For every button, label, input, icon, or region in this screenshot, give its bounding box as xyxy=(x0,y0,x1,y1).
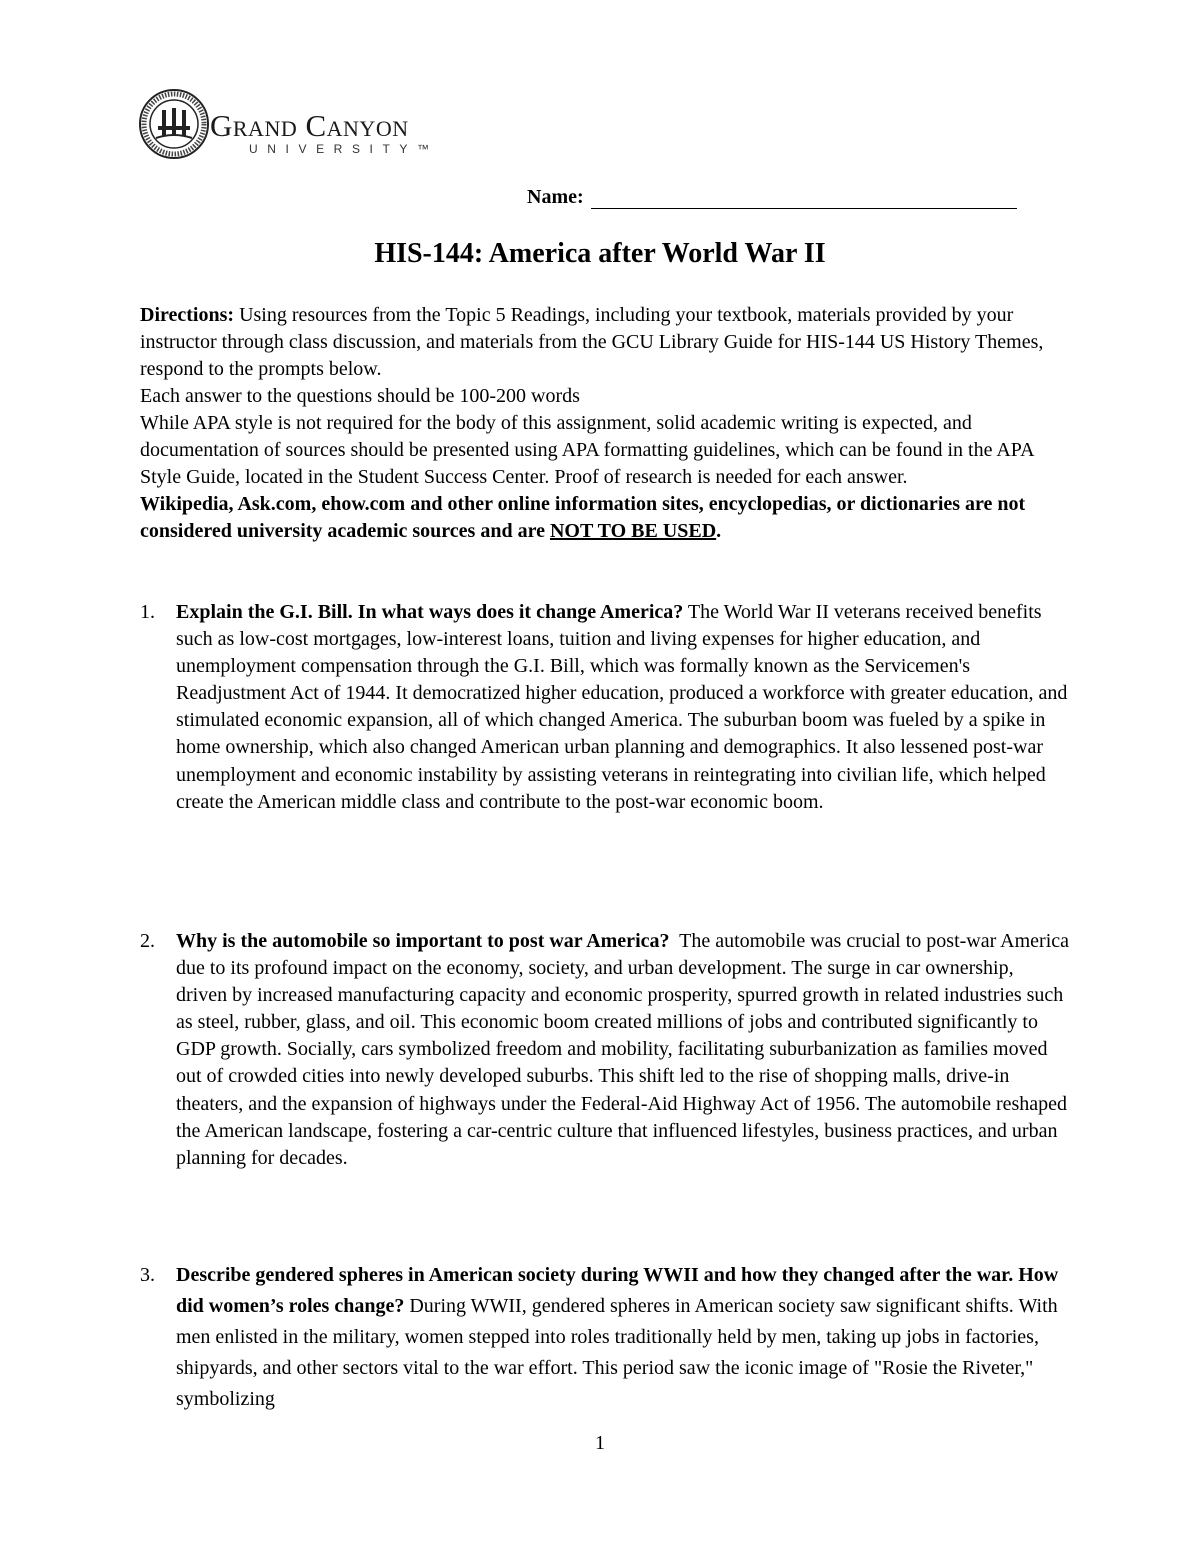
university-seal-icon xyxy=(138,88,210,160)
question-text xyxy=(176,599,1069,816)
name-field xyxy=(527,186,1017,209)
apa-note: While APA style is not required for the body of this assignment, solid academic writing is expected, and documentation of sources should be presented using APA formatting guidelines, which can be found in the APA Style Guide, located in the Student Success Center. Proof of research is needed for each answer. xyxy=(140,412,1034,488)
page-number: 1 xyxy=(595,1432,605,1454)
sources-warning-text: Wikipedia, Ask.com, ehow.com and other online information sites, encyclopedias, or dictionaries are not considered university academic sources and are xyxy=(140,493,1026,542)
sources-warning-emphasis: NOT TO BE USED xyxy=(549,520,717,542)
question-number: 1. xyxy=(140,601,155,623)
question-text xyxy=(176,928,1069,1172)
sources-warning-end: . xyxy=(716,520,722,542)
directions-text: Using resources from the Topic 5 Readings, including your textbook, materials provided by your instructor through class discussion, and materials from the GCU Library Guide for HIS-144 US History Themes, respond to the prompts below. xyxy=(140,304,1044,380)
question-number: 2. xyxy=(140,930,155,952)
name-blank-line[interactable] xyxy=(591,188,1017,209)
question-prompt: Why is the automobile so important to post war America? xyxy=(176,930,670,952)
logo-wordmark: Grand Canyon xyxy=(210,108,409,143)
question-prompt: Describe gendered spheres in American society during WWII and how they changed after the war. How did women’s roles change? xyxy=(176,1264,1059,1317)
document-title: HIS-144: America after World War II xyxy=(374,238,826,269)
word-count-note: Each answer to the questions should be 100-200 words xyxy=(140,385,580,407)
question-text xyxy=(176,1260,1069,1415)
directions-label: Directions: xyxy=(140,304,235,326)
question-answer: The automobile was crucial to post-war America due to its profound impact on the economy, society, and urban development. The surge in car ownership, driven by increased manufacturing capacity and economic prosperity, spurred growth in related industries such as steel, rubber, glass, and oil. This economic boom created millions of jobs and contributed significantly to GDP growth. Socially, cars symbolized freedom and mobility, facilitating suburbanization as families moved out of crowded cities into newly developed suburbs. This shift led to the rise of shopping malls, drive-in theaters, and the expansion of highways under the Federal-Aid Highway Act of 1956. The automobile reshaped the American landscape, fostering a car-centric culture that influenced lifestyles, business practices, and urban planning for decades. xyxy=(176,930,1070,1169)
university-logo xyxy=(138,88,458,160)
question-answer: During WWII, gendered spheres in American society saw significant shifts. With men enlisted in the military, women stepped into roles traditionally held by men, taking up jobs in factories, shipyards, and other sectors vital to the war effort. This period saw the iconic image of "Rosie the Riveter," symbolizing xyxy=(176,1295,1058,1410)
directions-section xyxy=(140,302,1068,545)
question-prompt: Explain the G.I. Bill. In what ways does it change America? xyxy=(176,601,684,623)
question-answer: The World War II veterans received benefits such as low-cost mortgages, low-interest loans, tuition and living expenses for higher education, and unemployment compensation through the G.I. Bill, which was formally known as the Servicemen's Readjustment Act of 1944. It democratized higher education, produced a workforce with greater education, and stimulated economic expansion, all of which changed America. The suburban boom was fueled by a spike in home ownership, which also changed American urban planning and demographics. It also lessened post-war unemployment and economic instability by assisting veterans in reintegrating into civilian life, which helped create the American middle class and contribute to the post-war economic boom. xyxy=(176,601,1068,813)
sources-warning xyxy=(140,491,1068,545)
directions-paragraph xyxy=(140,302,1068,383)
logo-subtitle: UNIVERSITY™ xyxy=(249,142,439,156)
name-label: Name: xyxy=(527,186,584,208)
question-number: 3. xyxy=(140,1264,155,1286)
